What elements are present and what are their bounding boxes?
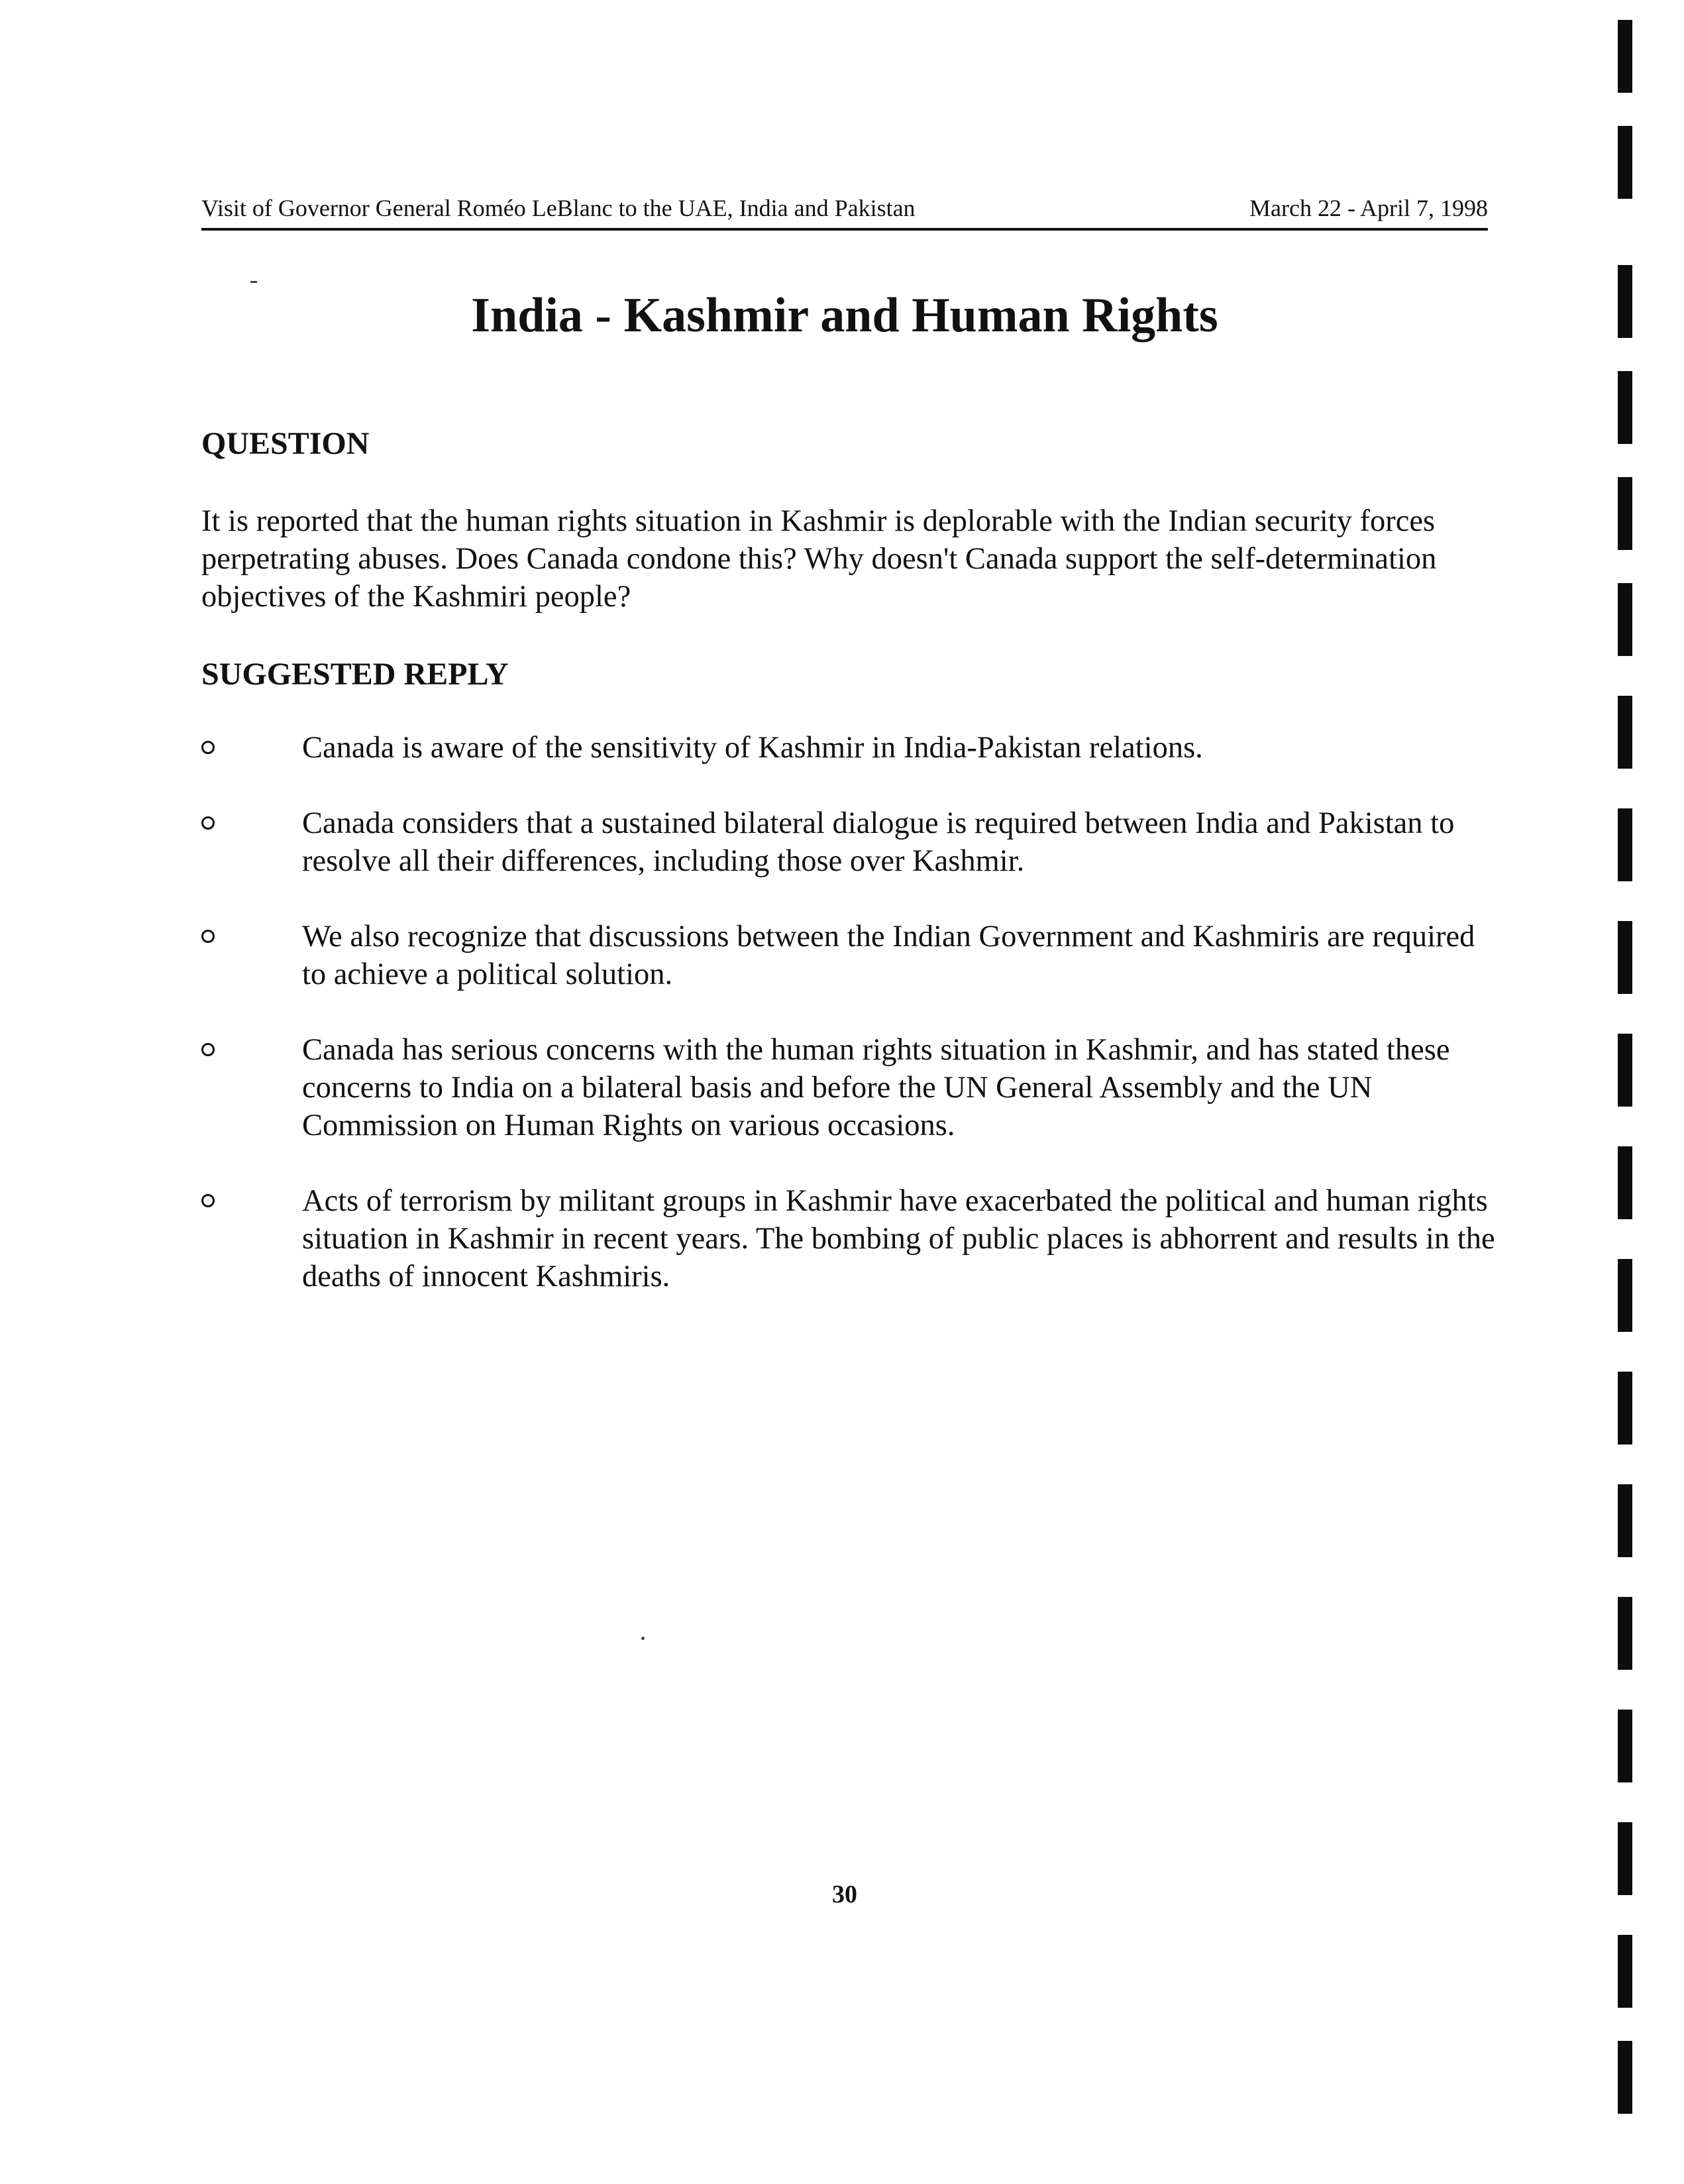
circle-bullet-icon [201, 1194, 215, 1207]
margin-bar [1618, 20, 1632, 93]
margin-bar [1618, 1935, 1632, 2008]
margin-bar [1618, 1259, 1632, 1332]
circle-bullet-icon [201, 930, 215, 943]
reply-bullet-text: We also recognize that discussions between the Indian Government and Kashmiris are required to achieve a political solution. [302, 920, 1475, 991]
margin-bar [1618, 583, 1632, 656]
question-heading: QUESTION [201, 426, 370, 461]
reply-bullet-text: Acts of terrorism by militant groups in Kashmir have exacerbated the political and human rights situation in Kashmir in recent years. The bombing of public places is abhorrent and results in the deaths of innocent Kashmiris. [302, 1184, 1495, 1293]
circle-bullet-icon [201, 1043, 215, 1056]
margin-bar [1618, 265, 1632, 338]
reply-bullet [201, 918, 1500, 993]
binding-margin-marks [1616, 0, 1643, 2184]
margin-bar [1618, 808, 1632, 881]
margin-bar [1618, 477, 1632, 550]
circle-bullet-icon [201, 816, 215, 830]
circle-bullet-icon [201, 741, 215, 754]
header-date-range: March 22 - April 7, 1998 [1249, 195, 1488, 221]
reply-bullet-text: Canada considers that a sustained bilateral dialogue is required between India and Pakistan to resolve all their differences, including those over Kashmir. [302, 806, 1455, 878]
margin-bar [1618, 1710, 1632, 1782]
reply-bullet [201, 1182, 1500, 1295]
margin-bar [1618, 1822, 1632, 1895]
margin-bar [1618, 1034, 1632, 1107]
suggested-reply-heading: SUGGESTED REPLY [201, 657, 509, 692]
reply-bullet [201, 804, 1500, 880]
reply-bullet [201, 1031, 1500, 1144]
page-number: 30 [832, 1881, 857, 1908]
reply-bullet-text: Canada is aware of the sensitivity of Kashmir in India-Pakistan relations. [302, 731, 1203, 765]
margin-bar [1618, 696, 1632, 769]
margin-bar [1618, 1597, 1632, 1670]
reply-bullet-text: Canada has serious concerns with the human rights situation in Kashmir, and has stated these concerns to India on a bilateral basis and before the UN General Assembly and the UN Commission on Human Rights on various occasions. [302, 1033, 1450, 1142]
page-title: India - Kashmir and Human Rights [471, 288, 1218, 343]
margin-bar [1618, 1372, 1632, 1445]
margin-bar [1618, 921, 1632, 994]
margin-bar [1618, 371, 1632, 444]
reply-bullet-list [201, 729, 1500, 1333]
question-text: It is reported that the human rights situation in Kashmir is deplorable with the Indian security forces perpetrating abuses. Does Canada condone this? Why doesn't Canada support the self-determination objectives of the Kashmiri people? [201, 504, 1437, 614]
margin-bar [1618, 126, 1632, 199]
header-document-title: Visit of Governor General Roméo LeBlanc to the UAE, India and Pakistan [201, 195, 916, 221]
scan-speck [250, 281, 257, 283]
margin-bar [1618, 2041, 1632, 2114]
margin-bar [1618, 1484, 1632, 1557]
scan-speck [641, 1637, 645, 1640]
reply-bullet [201, 729, 1500, 767]
margin-bar [1618, 1146, 1632, 1219]
running-header [201, 193, 1488, 231]
